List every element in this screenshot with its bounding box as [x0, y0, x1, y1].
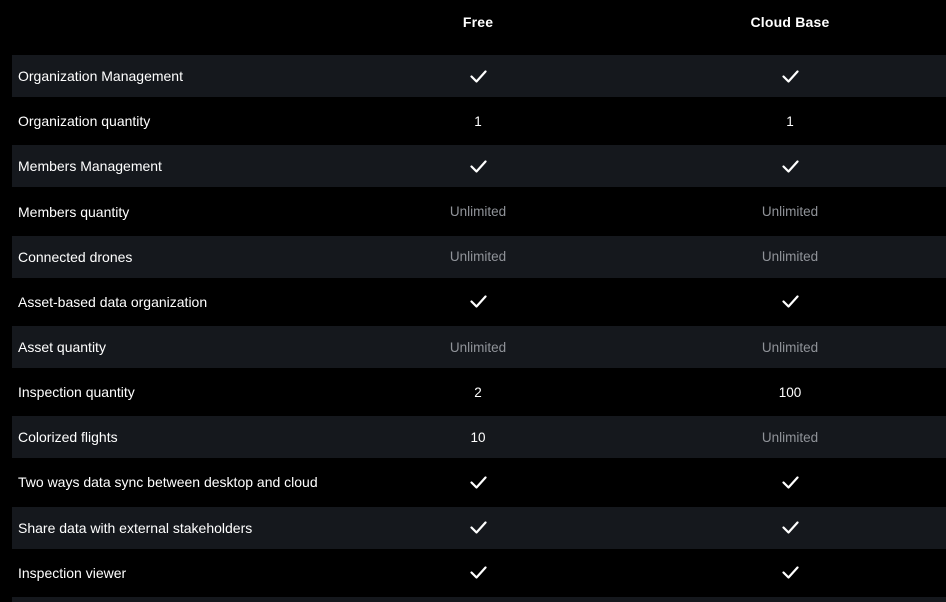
- cloud-base-value-cell: [634, 204, 946, 219]
- feature-label: Share data with external stakeholders: [18, 519, 253, 536]
- free-value-cell: [322, 521, 634, 534]
- free-value-cell: [322, 249, 634, 264]
- free-value-cell: [322, 566, 634, 579]
- value-text: 10: [470, 429, 486, 445]
- check-icon: [470, 70, 487, 83]
- value-text: Unlimited: [761, 204, 819, 220]
- free-value-cell: [322, 114, 634, 129]
- value-text: 2: [474, 384, 482, 400]
- free-value-cell: [322, 295, 634, 308]
- check-icon: [782, 476, 799, 489]
- free-value-cell: [322, 385, 634, 400]
- check-icon: [470, 476, 487, 489]
- free-value-cell: [322, 476, 634, 489]
- feature-label: Colorized flights: [18, 429, 118, 446]
- table-row: [12, 100, 946, 145]
- check-icon: [782, 521, 799, 534]
- cloud-base-value-cell: [634, 295, 946, 308]
- value-text: 1: [474, 113, 482, 129]
- feature-label: Inspection viewer: [18, 564, 127, 581]
- feature-label: Inspection quantity: [18, 384, 135, 401]
- check-icon: [470, 295, 487, 308]
- feature-label: Members Management: [18, 158, 162, 175]
- free-value-cell: [322, 340, 634, 355]
- feature-label: Connected drones: [18, 248, 133, 265]
- feature-label: Members quantity: [18, 203, 130, 220]
- table-row: [12, 507, 946, 552]
- table-row: [12, 190, 946, 235]
- feature-label: Organization Management: [18, 68, 183, 85]
- table-row: [12, 461, 946, 506]
- column-header-free: Free: [462, 14, 494, 30]
- check-icon: [782, 566, 799, 579]
- cloud-base-value-cell: [634, 385, 946, 400]
- table-row: [12, 371, 946, 416]
- check-icon: [470, 521, 487, 534]
- feature-label: Organization quantity: [18, 113, 151, 130]
- cloud-base-value-cell: [634, 114, 946, 129]
- feature-label: Two ways data sync between desktop and cloud: [18, 474, 318, 491]
- cloud-base-value-cell: [634, 521, 946, 534]
- value-text: Unlimited: [449, 339, 507, 355]
- cloud-base-value-cell: [634, 566, 946, 579]
- table-row-partial: [12, 597, 946, 602]
- cloud-base-value-cell: [634, 340, 946, 355]
- value-text: Unlimited: [761, 429, 819, 445]
- feature-label: Asset-based data organization: [18, 293, 208, 310]
- cloud-base-value-cell: [634, 476, 946, 489]
- value-text: 1: [786, 113, 794, 129]
- check-icon: [470, 566, 487, 579]
- value-text: Unlimited: [449, 249, 507, 265]
- check-icon: [782, 160, 799, 173]
- column-header-cloud-base: Cloud Base: [750, 14, 830, 30]
- table-row: [12, 281, 946, 326]
- free-value-cell: [322, 70, 634, 83]
- table-body: [12, 55, 946, 597]
- check-icon: [470, 160, 487, 173]
- check-icon: [782, 70, 799, 83]
- table-row: [12, 55, 946, 100]
- table-row: [12, 552, 946, 597]
- value-text: Unlimited: [449, 204, 507, 220]
- feature-label: Asset quantity: [18, 339, 106, 356]
- cloud-base-value-cell: [634, 430, 946, 445]
- value-text: 100: [778, 384, 802, 400]
- value-text: Unlimited: [761, 249, 819, 265]
- plan-comparison-table: [12, 0, 946, 602]
- cloud-base-value-cell: [634, 160, 946, 173]
- check-icon: [782, 295, 799, 308]
- table-row: [12, 326, 946, 371]
- cloud-base-value-cell: [634, 70, 946, 83]
- table-header: [12, 0, 946, 55]
- value-text: Unlimited: [761, 339, 819, 355]
- table-row: [12, 416, 946, 461]
- free-value-cell: [322, 204, 634, 219]
- free-value-cell: [322, 430, 634, 445]
- table-row: [12, 236, 946, 281]
- free-value-cell: [322, 160, 634, 173]
- table-row: [12, 145, 946, 190]
- cloud-base-value-cell: [634, 249, 946, 264]
